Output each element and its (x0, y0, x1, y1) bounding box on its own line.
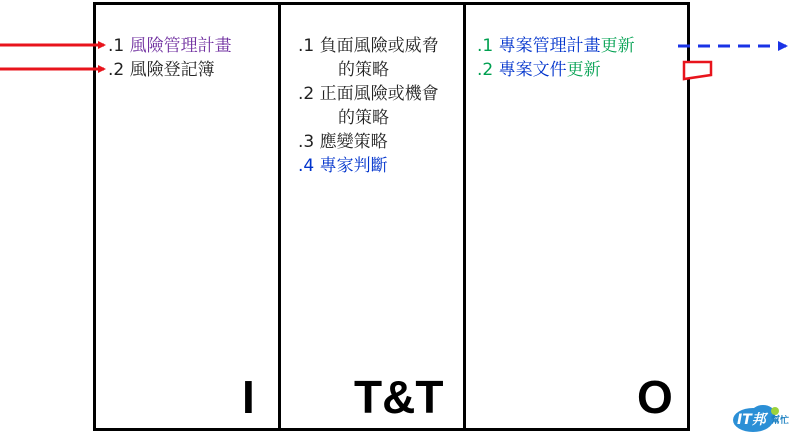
watermark-brand: IT邦 (737, 412, 766, 428)
output-item-1-update: 更新 (600, 36, 635, 56)
input-item-2-number: .2 (108, 60, 125, 80)
tool-item-2-text: 正面風險或機會 (319, 84, 439, 104)
tool-item-3-text: 應變策略 (319, 132, 388, 152)
tool-item-1-text-cont: 的策略 (338, 60, 389, 80)
output-item-2-update: 更新 (566, 60, 601, 80)
output-item-1-text: 專案管理計畫 (498, 36, 601, 56)
output-item-2-number: .2 (477, 60, 494, 80)
inputs-label: I (242, 371, 255, 423)
input-item-1-number: .1 (108, 36, 125, 56)
tool-item-4-text: 專家判斷 (319, 156, 388, 176)
input-item-1-text: 風險管理計畫 (129, 36, 232, 56)
tool-item-4-number: .4 (298, 156, 315, 176)
input-item-2-text: 風險登記簿 (129, 60, 215, 80)
document-icon (684, 62, 711, 79)
tool-item-1-number: .1 (298, 36, 315, 56)
tool-item-3-number: .3 (298, 132, 315, 152)
tools-label: T&T (354, 371, 444, 423)
watermark-sub: 幫忙 (771, 416, 790, 426)
outputs-label: O (637, 371, 673, 423)
watermark-badge (731, 403, 797, 433)
output-item-2-text: 專案文件 (498, 60, 567, 80)
tool-item-2-number: .2 (298, 84, 315, 104)
output-item-1-number: .1 (477, 36, 494, 56)
tool-item-2-text-cont: 的策略 (338, 108, 389, 128)
tool-item-1-text: 負面風險或威脅 (319, 36, 439, 56)
